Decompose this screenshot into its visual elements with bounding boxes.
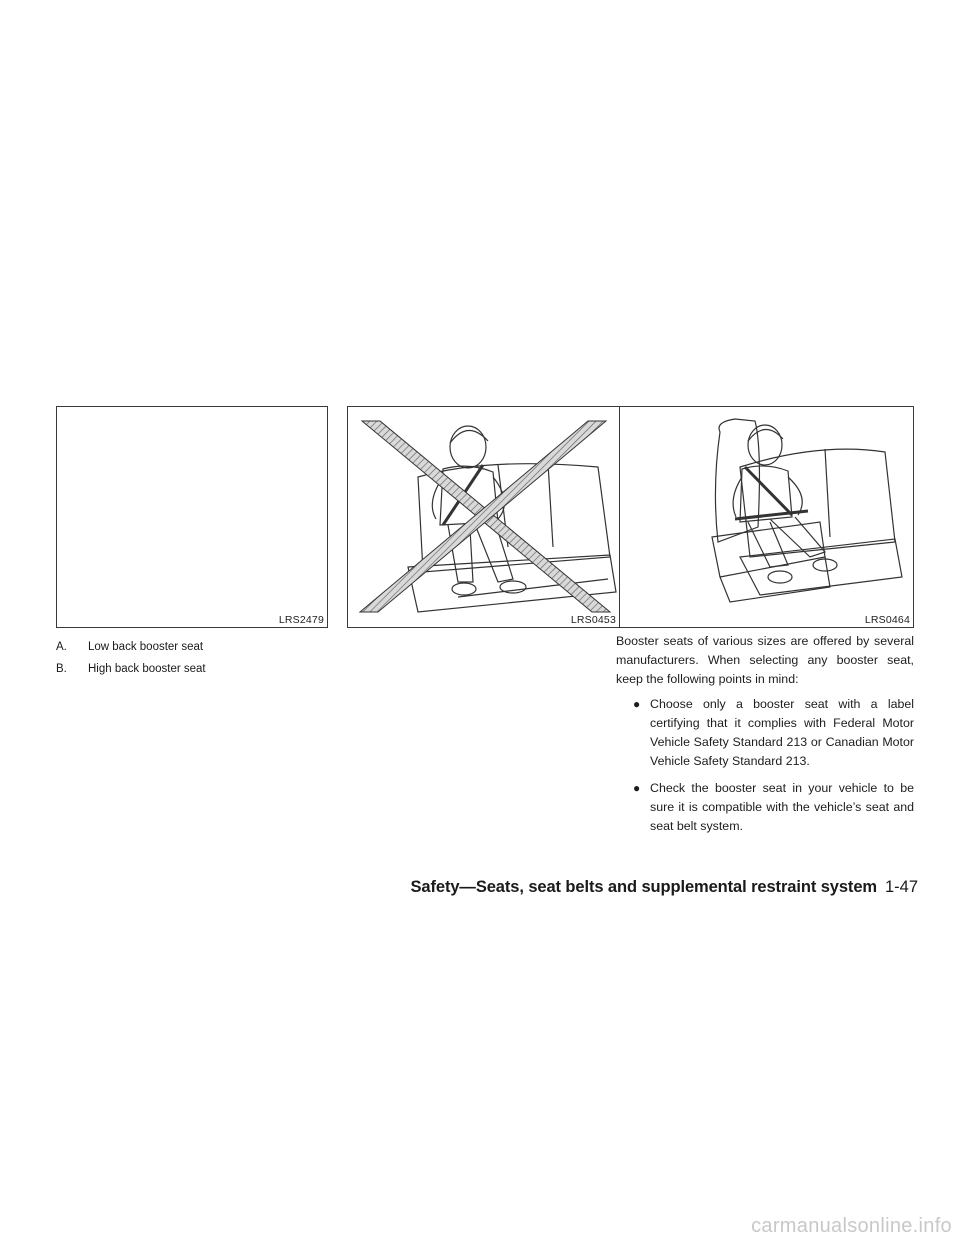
- bullet-list: [616, 695, 914, 836]
- figure-incorrect-seating: [347, 406, 620, 628]
- caption-text: High back booster seat: [88, 663, 206, 675]
- figure-code: LRS0464: [864, 614, 910, 626]
- bullet-icon: ●: [633, 781, 641, 795]
- bullet-item: [616, 779, 914, 836]
- caption-key: A.: [56, 641, 67, 653]
- watermark: carmanualsonline.info: [751, 1215, 952, 1237]
- page-number: 1-47: [884, 878, 918, 896]
- figure-code: LRS0453: [570, 614, 616, 626]
- caption-item: [56, 636, 206, 658]
- high-back-booster-illustration: [620, 407, 914, 628]
- section-title: Safety—Seats, seat belts and supplemental restraint system: [410, 878, 877, 896]
- intro-paragraph: Booster seats of various sizes are offered by several manufacturers. When selecting any booster seat, keep the following points in mind:: [616, 634, 914, 686]
- bullet-item: [616, 695, 914, 771]
- figure-booster-types: [56, 406, 328, 628]
- figure-high-back-booster: [619, 406, 914, 628]
- incorrect-seating-illustration: [348, 407, 620, 628]
- bullet-text: Check the booster seat in your vehicle to be sure it is compatible with the vehicle’s seat and seat belt system.: [650, 781, 914, 833]
- figure-code: LRS2479: [278, 614, 324, 626]
- figure-caption-list: [56, 636, 206, 680]
- bullet-icon: ●: [633, 697, 641, 711]
- page-footer: [411, 878, 919, 897]
- booster-selection-text: [616, 632, 914, 844]
- caption-key: B.: [56, 663, 67, 675]
- bullet-text: Choose only a booster seat with a label certifying that it complies with Federal Motor Vehicle Safety Standard 213 or Canadian Motor Vehicle Safety Standard 213.: [650, 697, 914, 768]
- caption-text: Low back booster seat: [88, 641, 204, 653]
- caption-item: [56, 658, 206, 680]
